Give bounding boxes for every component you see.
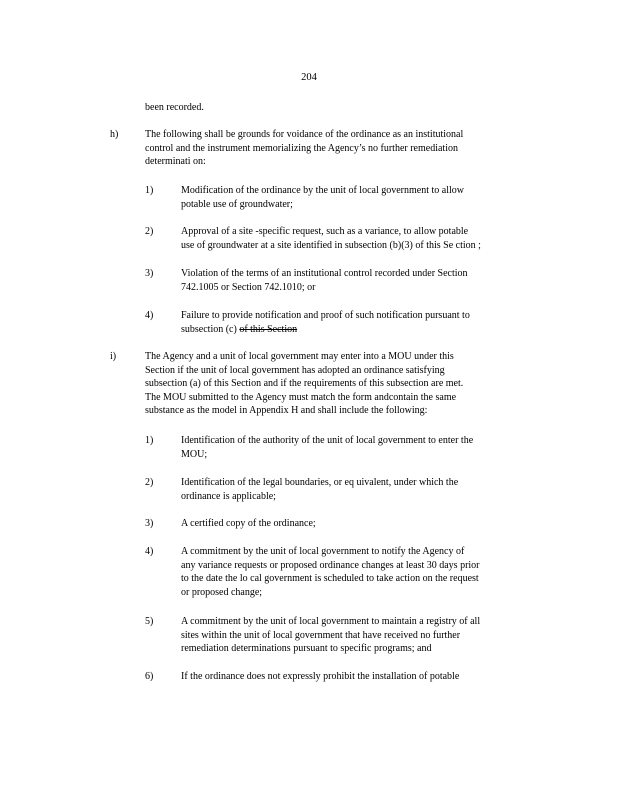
h-item-1-text: Modification of the ordinance by the unit of local government to allow potable use of groundwater; <box>181 185 464 210</box>
h-item-1-label: 1) <box>145 185 154 196</box>
section-i-label: i) <box>110 351 117 362</box>
h-item-2-label: 2) <box>145 226 154 237</box>
i-item-3-text: A certified copy of the ordinance; <box>181 518 316 529</box>
h-item-3-text: Violation of the terms of an institutional control recorded under Section 742.1005 or Section 742.1010; or <box>181 268 468 293</box>
i-item-1-text: Identification of the authority of the unit of local government to enter the MOU; <box>181 435 474 460</box>
section-h-label: h) <box>110 129 119 140</box>
i-item-3-label: 3) <box>145 518 154 529</box>
intro-line: been recorded. <box>145 102 204 113</box>
h-item-4-label: 4) <box>145 310 154 321</box>
page-number: 204 <box>301 72 317 83</box>
deleted-text: of this Section <box>239 323 298 335</box>
i-item-2-label: 2) <box>145 477 154 488</box>
i-item-6-label: 6) <box>145 671 154 682</box>
h-item-2-text: Approval of a site -specific request, such as a variance, to allow potable use of groundwater at a site identified in subsection (b)(3) of this Se ction ; <box>181 226 481 251</box>
i-item-5-label: 5) <box>145 616 154 627</box>
section-h-text: The following shall be grounds for voidance of the ordinance as an institutional control and the instrument memorializing the Agency’s no further remediation determinati on: <box>145 129 464 167</box>
section-i-text: The Agency and a unit of local government may enter into a MOU under this Section if the unit of local government has adopted an ordinance satisfying subsection (a) of this Section and if the requirements of this subsection are met. The MOU submitted to the Agency must match the form andcontain the same substance as the model in Appendix H and shall include the following: <box>145 351 464 416</box>
i-item-1-label: 1) <box>145 435 154 446</box>
i-item-2-text: Identification of the legal boundaries, or eq uivalent, under which the ordinance is applicable; <box>181 477 459 502</box>
h-item-3-label: 3) <box>145 268 154 279</box>
i-item-4-text: A commitment by the unit of local government to notify the Agency of any variance requests or proposed ordinance changes at least 30 days prior to the date the lo cal government is scheduled to take action on the request or proposed change; <box>181 546 480 598</box>
h-item-4-text: Failure to provide notification and proof of such notification pursuant to subsection (c) of this Section <box>181 310 470 335</box>
i-item-4-label: 4) <box>145 546 154 557</box>
i-item-5-text: A commitment by the unit of local government to maintain a registry of all sites within the unit of local government that have received no further remediation determinations pursuant to specific programs; and <box>181 616 481 654</box>
i-item-6-text: If the ordinance does not expressly prohibit the installation of potable <box>181 671 460 682</box>
